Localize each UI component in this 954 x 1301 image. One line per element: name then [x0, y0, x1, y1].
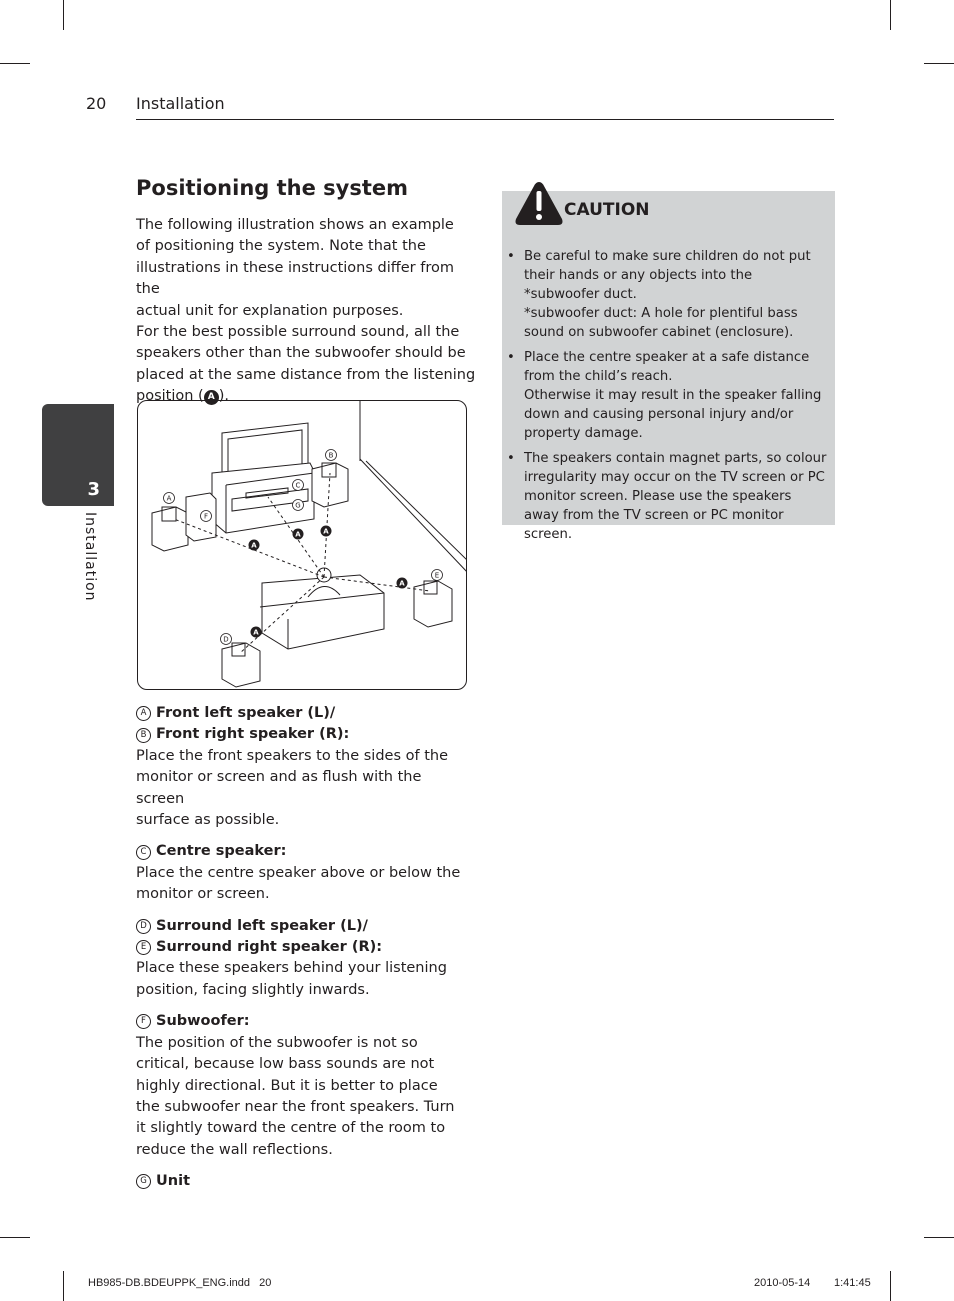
- positioning-illustration: [137, 400, 467, 690]
- crop-mark: [924, 63, 954, 64]
- crop-mark: [63, 1271, 64, 1301]
- tv-rack: [212, 463, 314, 533]
- surround-left-speaker: [222, 643, 260, 687]
- legend-body: The position of the subwoofer is not so critical, because low bass sounds are not highly directional. But it is better to place the subwoofer near the front speakers. Turn it slightly toward the centre of the room to reduce the wall reflections.: [136, 1034, 455, 1158]
- intro-text: The following illustration shows an example of positioning the system. Note that the illustrations in these instructions differ from the actual unit for explanation purposes. For the best possible surround sound, all the speakers other than the subwoofer should be placed at the same distance from the listening position (: [136, 217, 476, 405]
- crop-mark: [924, 1237, 954, 1238]
- front-right-speaker: [312, 463, 348, 507]
- callout-subwoofer: F: [203, 512, 209, 521]
- legend-heading: [136, 703, 471, 724]
- warning-triangle-icon: [514, 181, 564, 227]
- letter-circle: F: [136, 1014, 151, 1029]
- callout-centre: C: [295, 481, 301, 490]
- legend-heading-text: Surround left speaker (L)/: [156, 917, 368, 934]
- caution-list: [502, 247, 835, 550]
- letter-circle: G: [136, 1174, 151, 1189]
- listening-position-badge: A: [204, 390, 219, 405]
- legend-heading: [136, 841, 471, 862]
- surround-right-speaker: [414, 581, 452, 627]
- callout-unit: G: [295, 501, 301, 510]
- legend-item-unit: [136, 1171, 471, 1192]
- distance-label-a: A: [323, 527, 329, 536]
- crop-mark: [890, 1271, 891, 1301]
- room-diagram: [138, 401, 467, 690]
- caution-item: • Place the centre speaker at a safe distance from the child’s reach. Otherwise it may result in the speaker falling down and causing personal injury and/or property damage.: [502, 348, 835, 443]
- footer-filename: HB985-DB.BDEUPPK_ENG.indd 20: [88, 1277, 272, 1289]
- crop-mark: [890, 0, 891, 30]
- legend-heading: [136, 1171, 471, 1192]
- callout-surround-right: E: [434, 571, 440, 580]
- chapter-label: Installation: [82, 512, 98, 602]
- legend-heading-text: Unit: [156, 1173, 190, 1190]
- caution-box: [502, 191, 835, 542]
- front-left-speaker: [152, 507, 188, 551]
- distance-label-a: A: [399, 579, 405, 588]
- intro-paragraph: [136, 215, 476, 408]
- callout-front-right: B: [328, 451, 334, 460]
- legend-heading: [136, 724, 471, 745]
- letter-circle: E: [136, 940, 151, 955]
- legend-item-centre: [136, 841, 471, 905]
- crop-mark: [0, 63, 30, 64]
- page-number: 20: [86, 94, 107, 113]
- crop-mark: [63, 0, 64, 30]
- letter-circle: D: [136, 919, 151, 934]
- callout-front-left: A: [166, 494, 172, 503]
- distance-label-a: A: [295, 530, 301, 539]
- legend-item-surround: [136, 916, 471, 1002]
- callout-surround-left: D: [223, 635, 229, 644]
- legend-heading: [136, 916, 471, 937]
- footer-date: 2010-05-14: [754, 1277, 811, 1289]
- legend-heading: [136, 1011, 471, 1032]
- wall-floor-edge: [360, 459, 467, 573]
- legend-heading-text: Front right speaker (R):: [156, 726, 350, 743]
- chapter-number: 3: [87, 479, 100, 500]
- caution-item: • Be careful to make sure children do not put their hands or any objects into the *subwoofer duct. *subwoofer duct: A hole for plentiful bass sound on subwoofer cabinet (enclosure).: [502, 247, 835, 342]
- legend-heading-text: Centre speaker:: [156, 843, 287, 860]
- wall-floor-edge-inner: [366, 461, 467, 561]
- crop-mark: [0, 1237, 30, 1238]
- legend-item-front: [136, 703, 471, 831]
- speaker-legend: [136, 703, 471, 1203]
- caution-item: • The speakers contain magnet parts, so colour irregularity may occur on the TV screen or PC monitor screen. Please use the speakers away from the TV screen or PC monitor screen.: [502, 449, 835, 544]
- running-header: Installation: [136, 94, 225, 113]
- header-divider: [136, 119, 834, 120]
- footer-time: 1:41:45: [834, 1277, 871, 1289]
- legend-item-subwoofer: [136, 1011, 471, 1161]
- chapter-tab: [42, 404, 114, 506]
- caution-title: CAUTION: [564, 200, 650, 220]
- letter-circle: B: [136, 728, 151, 743]
- legend-body: Place the centre speaker above or below the monitor or screen.: [136, 864, 461, 903]
- legend-heading-text: Surround right speaker (R):: [156, 939, 383, 956]
- letter-circle: A: [136, 706, 151, 721]
- letter-circle: C: [136, 845, 151, 860]
- legend-body: Place these speakers behind your listening position, facing slightly inwards.: [136, 960, 447, 998]
- legend-body: Place the front speakers to the sides of the monitor or screen and as flush with the screen surface as possible.: [136, 747, 448, 829]
- legend-heading: [136, 937, 471, 958]
- legend-heading-text: Subwoofer:: [156, 1013, 250, 1030]
- page-title: Positioning the system: [136, 176, 409, 200]
- distance-label-a: A: [251, 541, 257, 550]
- legend-heading-text: Front left speaker (L)/: [156, 705, 336, 721]
- intro-tail: ).: [218, 388, 229, 405]
- distance-label-a: A: [253, 628, 259, 637]
